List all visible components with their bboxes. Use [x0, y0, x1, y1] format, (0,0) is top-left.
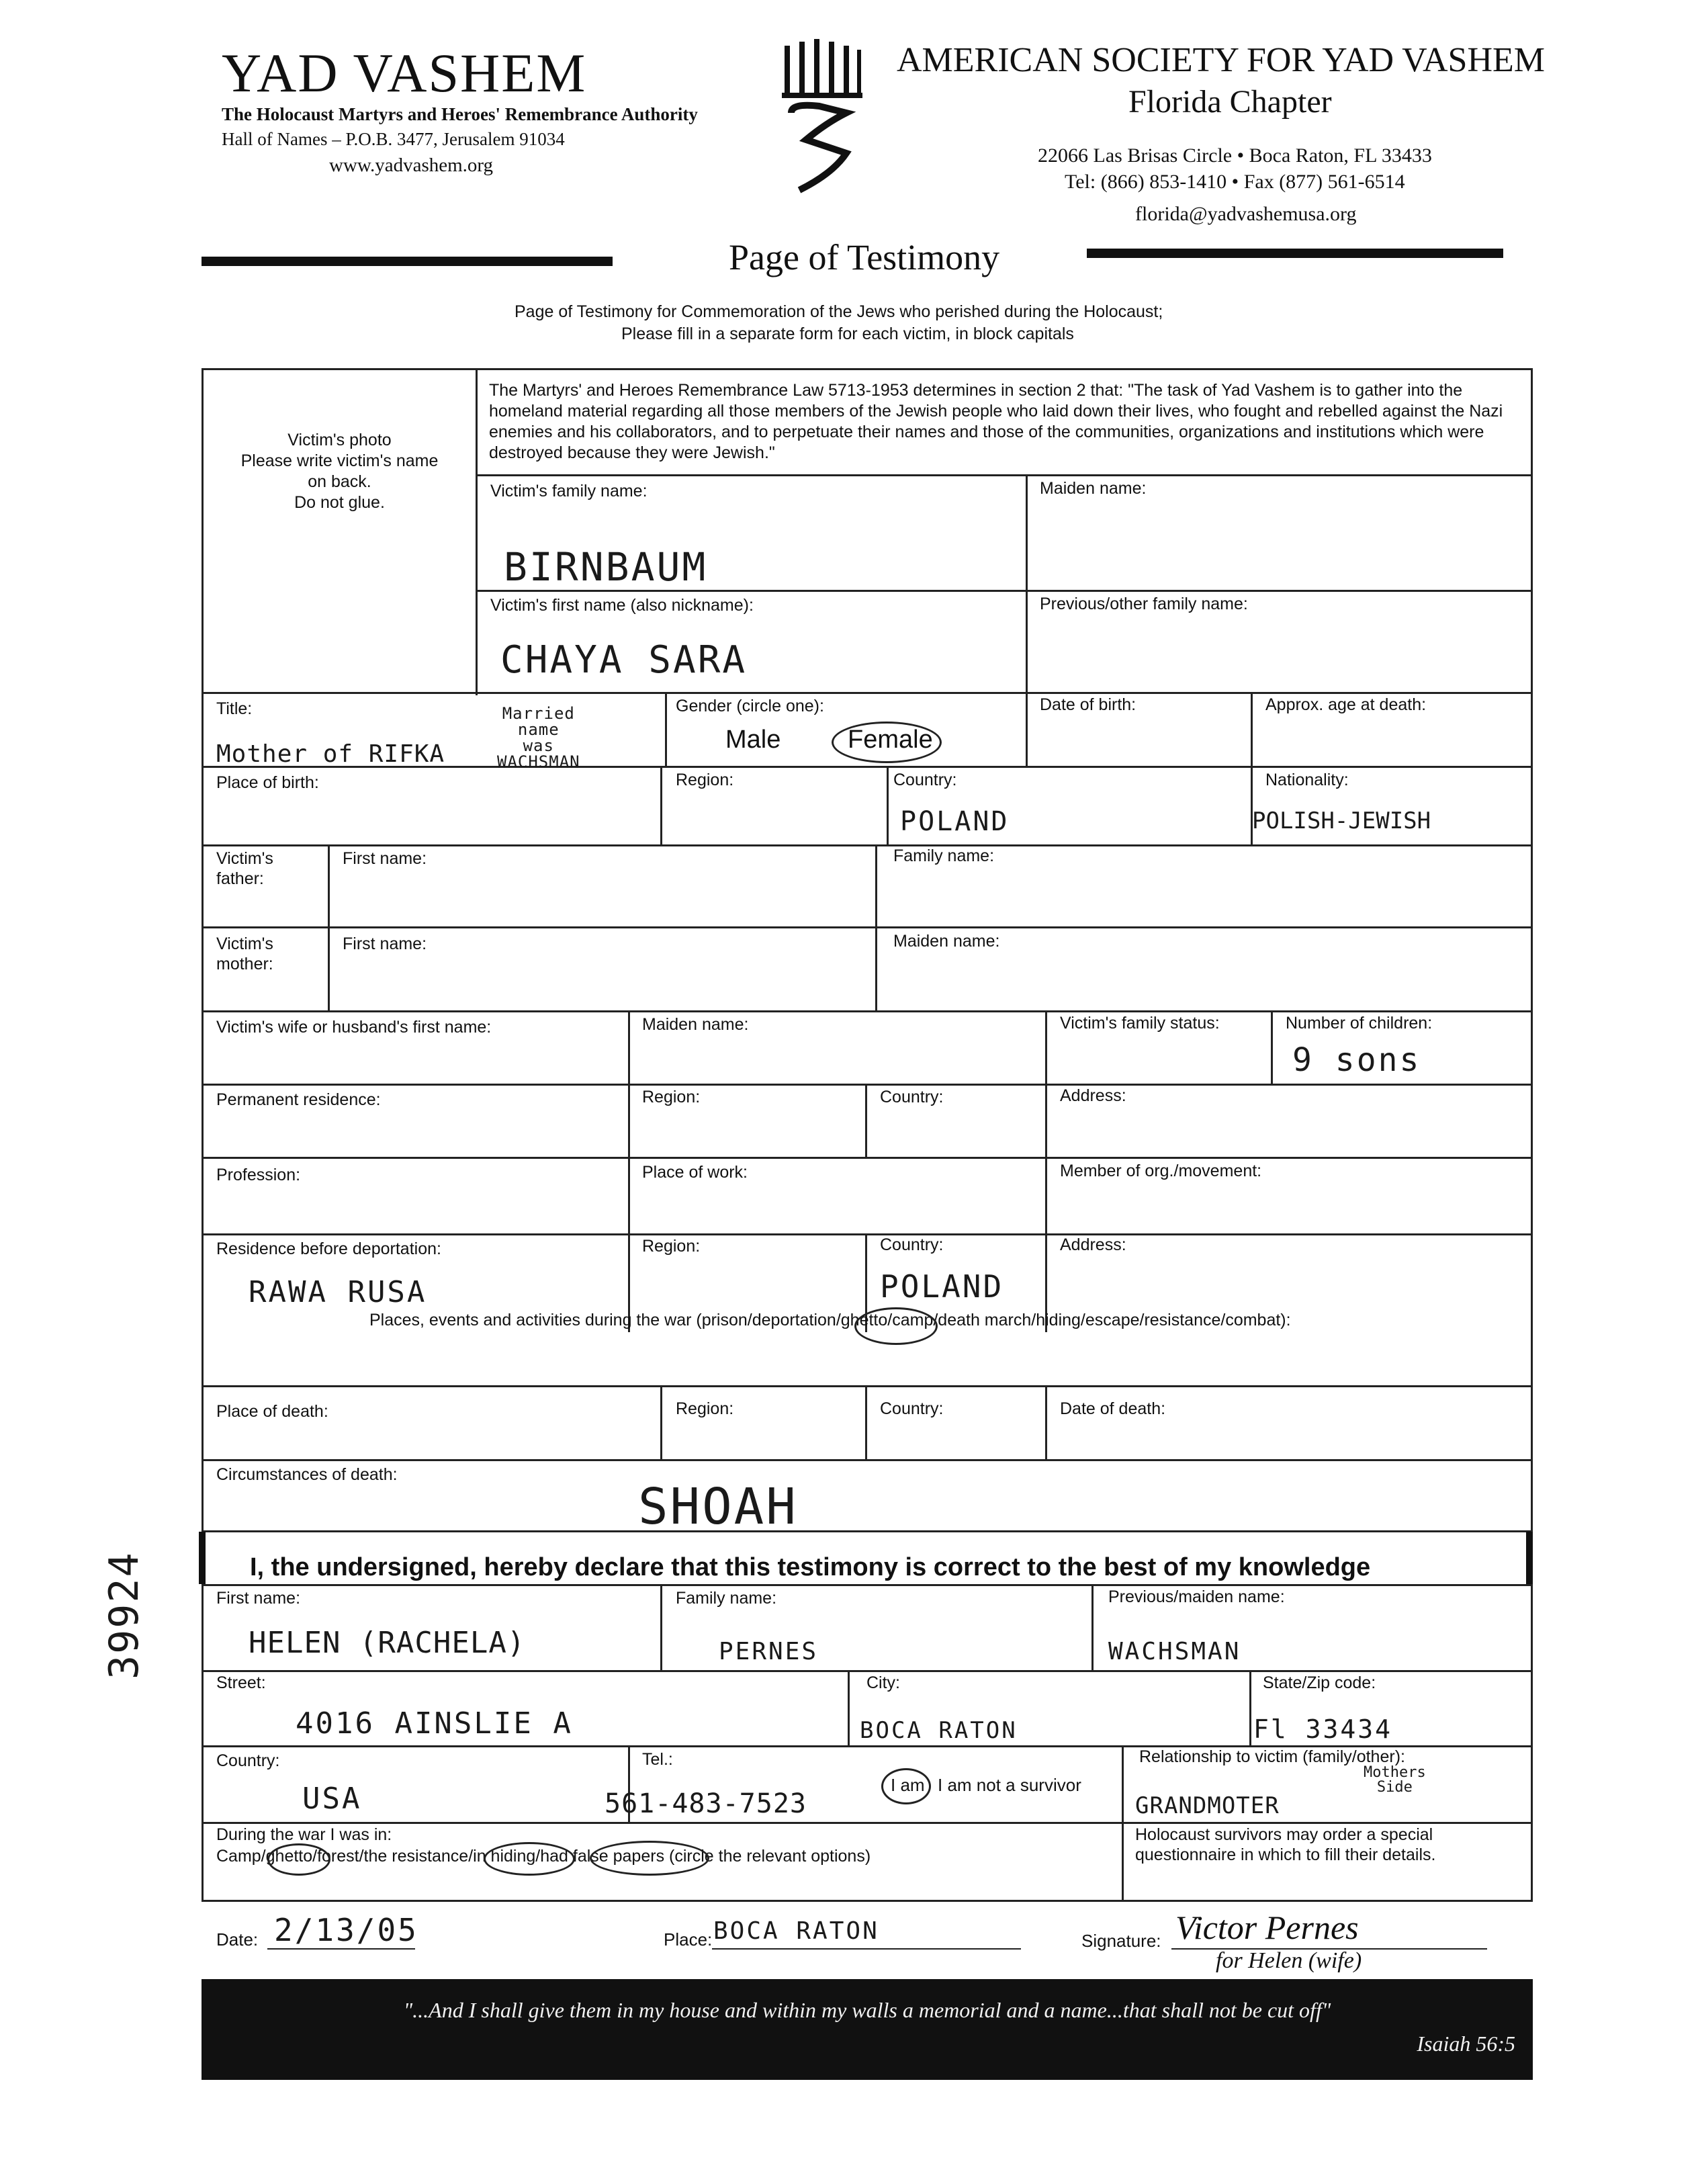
declarant-family-name-label: Family name:: [676, 1589, 777, 1608]
mother-first-name-label: First name:: [343, 934, 427, 953]
father-family-name-label: Family name:: [893, 846, 995, 865]
circumstances-value[interactable]: SHOAH: [638, 1478, 798, 1536]
signature-label: Signature:: [1081, 1931, 1161, 1951]
previous-family-name-label: Previous/other family name:: [1040, 595, 1248, 613]
state-zip-value[interactable]: Fl 33434: [1253, 1714, 1393, 1744]
relationship-label: Relationship to victim (family/other):: [1139, 1747, 1405, 1766]
relationship-value[interactable]: GRANDMOTER: [1135, 1792, 1280, 1819]
perm-country-label: Country:: [880, 1088, 944, 1106]
org-subtitle: The Holocaust Martyrs and Heroes' Remembrance Authority: [222, 104, 698, 124]
survivor-questionnaire-note: Holocaust survivors may order a special questionnaire in which to fill their details.: [1135, 1825, 1436, 1864]
state-zip-label: State/Zip code:: [1263, 1673, 1376, 1692]
declaration-text: I, the undersigned, hereby declare that this testimony is correct to the best of my knowledge: [250, 1553, 1371, 1581]
date-line: [267, 1948, 415, 1950]
circumstances-label: Circumstances of death:: [216, 1465, 398, 1484]
date-of-death-label: Date of death:: [1060, 1399, 1166, 1418]
perm-region-label: Region:: [642, 1088, 701, 1106]
margin-number: 39924: [101, 1551, 148, 1679]
intro-line-1: Page of Testimony for Commemoration of the Jews who perished during the Holocaust;: [515, 302, 1163, 321]
header-rule-left: [202, 257, 613, 266]
org-address: Hall of Names – P.O.B. 3477, Jerusalem 91034: [222, 129, 565, 149]
residence-before-deportation-label: Residence before deportation:: [216, 1239, 441, 1258]
birth-country-label: Country:: [893, 771, 957, 789]
society-title: AMERICAN SOCIETY FOR YAD VASHEM: [897, 41, 1546, 79]
number-of-children-label: Number of children:: [1286, 1014, 1433, 1033]
victim-father-label: Victim's father:: [216, 849, 273, 888]
ghetto-option-circle: [267, 1843, 330, 1876]
relationship-note: [1364, 1765, 1426, 1795]
place-of-death-label: Place of death:: [216, 1402, 328, 1421]
declarant-previous-name-label: Previous/maiden name:: [1108, 1587, 1285, 1606]
perm-address-label: Address:: [1060, 1086, 1126, 1105]
date-of-birth-label: Date of birth:: [1040, 695, 1136, 714]
war-location-label-1: During the war I was in:: [216, 1825, 392, 1844]
photo-box: [204, 430, 476, 513]
war-location-label-2: Camp/ghetto/forest/the resistance/in hiding/had false papers (circle the relevant options): [216, 1847, 871, 1866]
signature-note: for Helen (wife): [1216, 1948, 1362, 1973]
age-at-death-label: Approx. age at death:: [1265, 695, 1427, 714]
member-of-org-label: Member of org./movement:: [1060, 1162, 1262, 1180]
footer-banner: [202, 1979, 1533, 2080]
footer-citation: Isaiah 56:5: [1417, 2032, 1515, 2056]
spouse-maiden-name-label: Maiden name:: [642, 1015, 749, 1034]
gender-male[interactable]: Male: [725, 726, 781, 754]
declarant-country-value[interactable]: USA: [302, 1782, 362, 1816]
title-label: Title:: [216, 699, 253, 718]
death-region-label: Region:: [676, 1399, 734, 1418]
declarant-family-name-value[interactable]: PERNES: [719, 1638, 819, 1665]
birth-country-value[interactable]: POLAND: [900, 806, 1010, 837]
place-of-work-label: Place of work:: [642, 1163, 748, 1182]
permanent-residence-label: Permanent residence:: [216, 1090, 381, 1109]
date-value[interactable]: 2/13/05: [274, 1912, 418, 1948]
number-of-children-value[interactable]: 9 sons: [1292, 1041, 1421, 1079]
declarant-previous-name-value[interactable]: WACHSMAN: [1108, 1638, 1241, 1665]
family-name-value[interactable]: BIRNBAUM: [504, 544, 708, 590]
survivor-am-circle: [881, 1768, 931, 1804]
hiding-option-circle: [484, 1842, 575, 1876]
place-value[interactable]: BOCA RATON: [713, 1917, 879, 1945]
photo-box-line: Do not glue.: [294, 493, 385, 512]
war-activities-label: Places, events and activities during the war (prison/deportation/ghetto/camp/death march/hiding/escape/resistance/combat):: [369, 1311, 1291, 1329]
relationship-note-line: Mothers: [1364, 1764, 1426, 1781]
society-phone: Tel: (866) 853-1410 • Fax (877) 561-6514: [1065, 171, 1405, 193]
first-name-label: Victim's first name (also nickname):: [490, 596, 754, 615]
city-label: City:: [866, 1673, 900, 1692]
title-value[interactable]: Mother of RIFKA: [216, 740, 445, 768]
org-website: www.yadvashem.org: [329, 155, 494, 176]
tel-label: Tel.:: [642, 1750, 673, 1769]
birth-region-label: Region:: [676, 771, 734, 789]
gender-female-circle: [832, 722, 942, 763]
relationship-note-line: Side: [1376, 1779, 1413, 1796]
survivor-am[interactable]: I am: [891, 1775, 925, 1795]
header-rule-right: [1087, 249, 1503, 258]
declarant-first-name-value[interactable]: HELEN (RACHELA): [249, 1626, 526, 1660]
deport-country-label: Country:: [880, 1235, 944, 1254]
place-label: Place:: [664, 1929, 713, 1950]
spouse-first-name-label: Victim's wife or husband's first name:: [216, 1018, 492, 1037]
title-note-line: was: [523, 736, 554, 755]
maiden-name-label: Maiden name:: [1040, 479, 1147, 498]
nationality-label: Nationality:: [1265, 771, 1349, 789]
footer-quote: "...And I shall give them in my house and within my walls a memorial and a name...that shall not be cut off": [403, 1998, 1331, 2022]
family-status-label: Victim's family status:: [1060, 1014, 1220, 1033]
death-country-label: Country:: [880, 1399, 944, 1418]
title-note-line: Married: [502, 704, 575, 723]
survivor-not[interactable]: I am not a survivor: [938, 1775, 1081, 1795]
gender-label: Gender (circle one):: [676, 697, 824, 715]
photo-box-line: Victim's photo: [287, 431, 392, 449]
photo-box-line: Please write victim's name: [240, 451, 439, 470]
false-papers-option-circle: [590, 1841, 709, 1876]
profession-label: Profession:: [216, 1166, 301, 1184]
yad-vashem-logo: [779, 39, 866, 193]
date-label: Date:: [216, 1929, 259, 1950]
org-title: YAD VASHEM: [222, 42, 587, 103]
deport-address-label: Address:: [1060, 1235, 1126, 1254]
form-title: Page of Testimony: [729, 237, 1000, 277]
family-name-label: Victim's family name:: [490, 482, 648, 500]
place-line: [712, 1948, 1021, 1950]
signature-value[interactable]: Victor Pernes: [1175, 1909, 1359, 1946]
father-first-name-label: First name:: [343, 849, 427, 868]
ghetto-circle: [854, 1307, 938, 1345]
tel-value[interactable]: 561-483-7523: [605, 1788, 807, 1819]
declarant-first-name-label: First name:: [216, 1589, 301, 1608]
residence-before-deportation-value[interactable]: RAWA RUSA: [249, 1275, 427, 1309]
society-address: 22066 Las Brisas Circle • Boca Raton, FL 33433: [1038, 144, 1432, 167]
nationality-value[interactable]: POLISH-JEWISH: [1252, 807, 1431, 834]
intro-line-2: Please fill in a separate form for each victim, in block capitals: [621, 324, 1074, 343]
title-note: [497, 705, 580, 770]
street-label: Street:: [216, 1673, 266, 1692]
chapter-name: Florida Chapter: [1128, 84, 1332, 120]
first-name-value[interactable]: CHAYA SARA: [500, 638, 748, 682]
law-text: The Martyrs' and Heroes Remembrance Law 5713-1953 determines in section 2 that: "The task of Yad Vashem is to gather into the homeland material regarding all those members of the Jewish people who laid down their lives, who fought and rebelled against the Nazi enemies and his collaborators, and to perpetuate their names and those of the communities, organizations and institutions which were destroyed because they were Jewish.": [489, 381, 1503, 462]
place-of-birth-label: Place of birth:: [216, 773, 319, 792]
title-note-line: WACHSMAN: [497, 752, 580, 771]
city-value[interactable]: BOCA RATON: [860, 1717, 1018, 1744]
society-email: florida@yadvashemusa.org: [1135, 203, 1357, 225]
title-note-line: name: [517, 720, 560, 739]
street-value[interactable]: 4016 AINSLIE A: [296, 1706, 573, 1741]
deport-region-label: Region:: [642, 1237, 701, 1256]
mother-maiden-name-label: Maiden name:: [893, 932, 1000, 951]
gender-female[interactable]: Female: [848, 726, 933, 754]
deport-country-value[interactable]: POLAND: [880, 1268, 1004, 1305]
photo-box-line: on back.: [308, 472, 371, 491]
victim-mother-label: Victim's mother:: [216, 934, 273, 973]
declarant-country-label: Country:: [216, 1751, 280, 1770]
